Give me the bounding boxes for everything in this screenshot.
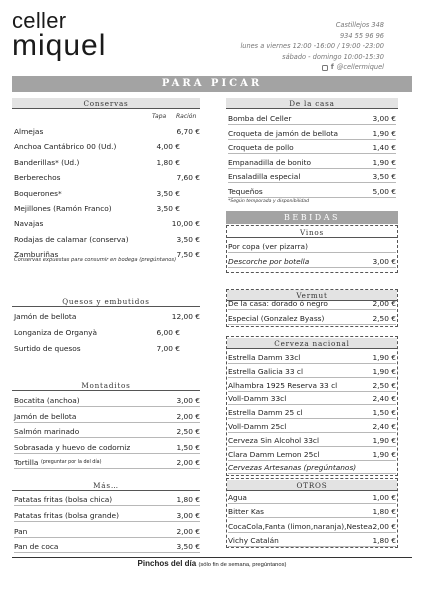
casa-note: *Según temporada y disponibilidad <box>228 199 310 204</box>
menu-item <box>14 425 200 438</box>
menu-item <box>14 493 200 506</box>
vinos-heading: Vinos <box>227 227 397 238</box>
menu-item <box>14 217 200 230</box>
menu-item <box>228 379 396 392</box>
instagram-icon <box>322 65 328 71</box>
menu-item <box>14 156 200 169</box>
item-name: Mejillones (Ramón Franco) <box>14 204 112 213</box>
otros-heading: OTROS <box>227 480 397 491</box>
menu-item <box>14 187 200 200</box>
item-price: 2,50 € <box>372 380 396 390</box>
menu-item <box>14 140 200 153</box>
phone: 934 55 96 96 <box>339 31 384 40</box>
item-price-racion: 7,50 € <box>176 250 200 260</box>
menu-item <box>228 351 396 364</box>
item-name: Descorche por botella <box>228 256 310 266</box>
item-name: Cervezas Artesanas (pregúntanos) <box>228 463 357 473</box>
menu-item <box>14 233 200 246</box>
item-note: (preguntar por la del día) <box>41 460 102 466</box>
item-price: 2,00 € <box>176 411 200 421</box>
item-price: 1,90 € <box>372 353 396 362</box>
footer-title: Pinchos del día <box>137 559 197 568</box>
item-price: 2,50 € <box>372 313 396 323</box>
menu-item <box>228 448 396 461</box>
item-name: Rodajas de calamar (conserva) <box>14 234 129 244</box>
cerveza-heading: Cerveza nacional <box>227 338 397 349</box>
item-name: Almejas <box>14 127 44 136</box>
menu-item <box>228 392 396 405</box>
para-picar-banner: PARA PICAR <box>12 76 412 92</box>
menu-item <box>228 505 396 518</box>
quesos-heading: Quesos y embutidos <box>12 296 200 307</box>
menu-item <box>228 297 396 310</box>
item-price: 1,40 € <box>372 143 396 153</box>
item-price: 3,50 € <box>176 542 200 552</box>
item-name: Voll-Damm 25cl <box>228 422 287 431</box>
item-name: Cerveza Sin Alcohol 33cl <box>228 435 320 445</box>
item-price: 3,00 € <box>176 510 200 520</box>
item-price: 1,50 € <box>372 408 396 418</box>
item-name: Patatas fritas (bolsa grande) <box>14 510 119 520</box>
menu-item <box>14 394 200 407</box>
item-price: 1,90 € <box>372 435 396 445</box>
menu-item <box>228 255 396 268</box>
item-price: 1,90 € <box>372 366 396 376</box>
item-price: 2,00 € <box>176 458 200 468</box>
menu-item <box>228 365 396 378</box>
item-name: Estrella Damm 33cl <box>228 353 301 362</box>
menu-item <box>14 525 200 538</box>
item-name: Vichy Catalán <box>228 536 279 546</box>
menu-item <box>228 112 396 125</box>
hours-weekend: sábado - domingo 10:00-15:30 <box>282 52 384 61</box>
item-price: 1,80 € <box>372 536 396 546</box>
item-price: 3,00 € <box>176 396 200 405</box>
item-price: 1,90 € <box>372 157 396 167</box>
item-name: Clara Damm Lemon 25cl <box>228 449 320 459</box>
pinchos-footer <box>12 557 412 570</box>
item-name: CocaCola,Fanta (limon,naranja),Nestea <box>228 521 373 531</box>
item-name: Tequeños <box>228 187 263 196</box>
item-name: Surtido de quesos <box>14 344 81 353</box>
menu-item <box>14 171 200 184</box>
menu-item <box>14 310 200 323</box>
menu-item <box>14 202 200 215</box>
vermut-heading: Vermut <box>227 290 397 301</box>
item-name: Bocatita (anchoa) <box>14 396 80 405</box>
menu-item <box>228 434 396 447</box>
item-price-tapa: 7,00 € <box>156 344 180 353</box>
item-price: 1,00 € <box>372 493 396 502</box>
item-price-tapa: 1,80 € <box>156 157 180 167</box>
item-price-tapa: 6,00 € <box>156 328 180 337</box>
item-price: 2,00 € <box>372 299 396 308</box>
menu-item <box>14 326 200 339</box>
social-handle: @cellermiquel <box>336 63 384 72</box>
item-name: Bomba del Celler <box>228 114 292 123</box>
menu-item <box>228 491 396 504</box>
item-price: 3,00 € <box>372 114 396 123</box>
item-name: Banderillas* (Ud.) <box>14 157 80 167</box>
facebook-icon: f <box>330 63 334 72</box>
item-name: Pan <box>14 526 28 536</box>
item-price-racion: 6,70 € <box>176 127 200 136</box>
menu-item <box>228 156 396 169</box>
hours-weekdays: lunes a viernes 12:00 -16:00 / 19:00 -23:00 <box>240 42 384 51</box>
menu-item <box>228 520 396 533</box>
conservas-col-tapa: Tapa <box>152 113 167 120</box>
item-price-racion: 3,50 € <box>176 234 200 244</box>
item-name: Bitter Kas <box>228 507 264 517</box>
item-name: Especial (Gonzalez Byass) <box>228 313 325 323</box>
menu-item <box>14 509 200 522</box>
menu-item <box>14 125 200 138</box>
menu-item <box>228 185 396 198</box>
item-name: Estrella Damm 25 cl <box>228 408 303 418</box>
item-price-tapa: 4,00 € <box>156 142 180 152</box>
item-price: 3,00 € <box>372 256 396 266</box>
item-price: 2,00 € <box>372 521 396 531</box>
item-price: 1,80 € <box>372 507 396 517</box>
menu-item <box>14 410 200 423</box>
item-name: Jamón de bellota <box>14 411 77 421</box>
item-price: 1,50 € <box>176 442 200 452</box>
footer-sub: (sólo fin de semana, pregúntanos) <box>198 562 287 568</box>
social <box>322 62 384 73</box>
item-price: 3,50 € <box>372 172 396 182</box>
item-name: Boquerones* <box>14 188 62 198</box>
item-name: Jamón de bellota <box>14 312 77 321</box>
menu-item <box>14 540 200 553</box>
item-price: 2,50 € <box>176 427 200 437</box>
item-name: Empanadilla de bonito <box>228 157 311 167</box>
item-price-tapa: 3,50 € <box>156 188 180 198</box>
item-name: Berberechos <box>14 173 61 183</box>
item-price-racion: 10,00 € <box>171 219 200 229</box>
contact-info <box>240 20 384 74</box>
menu-item <box>228 127 396 140</box>
menu-item <box>14 441 200 454</box>
item-name: Alhambra 1925 Reserva 33 cl <box>228 380 338 390</box>
item-name: Sobrasada y huevo de codorniz <box>14 442 131 452</box>
menu-item <box>228 170 396 183</box>
address: Castillejos 348 <box>335 21 384 29</box>
item-price: 2,40 € <box>372 422 396 431</box>
menu-item <box>228 461 396 474</box>
item-price: 2,00 € <box>176 526 200 536</box>
item-name: Anchoa Cantábrico 00 (Ud.) <box>14 142 117 152</box>
item-name: Croqueta de jamón de bellota <box>228 128 339 138</box>
menu-item <box>228 240 396 253</box>
item-price-racion: 12,00 € <box>171 312 200 321</box>
item-price: 1,90 € <box>372 128 396 138</box>
logo-line2: miquel <box>12 29 107 62</box>
item-name: Pan de coca <box>14 542 59 552</box>
item-name: Patatas fritas (bolsa chica) <box>14 495 113 504</box>
item-name: Navajas <box>14 219 44 229</box>
item-price: 2,40 € <box>372 394 396 404</box>
menu-item <box>228 312 396 325</box>
item-name: Longaniza de Organyà <box>14 328 98 337</box>
item-name: Voll-Damm 33cl <box>228 394 287 404</box>
item-name: Agua <box>228 493 247 502</box>
item-name: Estrella Galicia 33 cl <box>228 366 304 376</box>
bebidas-banner: BEBIDAS <box>226 211 398 224</box>
logo <box>12 10 106 60</box>
conservas-note: Conservas expuestas para consumir en bodega (pregúntanos) <box>14 257 177 263</box>
item-name: Tortilla <box>14 458 39 468</box>
item-name: Zamburiñas <box>14 250 59 260</box>
item-price-racion: 7,60 € <box>176 173 200 183</box>
menu-item <box>14 342 200 355</box>
item-price: 1,90 € <box>372 449 396 459</box>
menu-item <box>228 141 396 154</box>
montaditos-heading: Montaditos <box>12 380 200 391</box>
menu-item <box>14 456 200 469</box>
conservas-col-racion: Ración <box>176 113 197 120</box>
item-name: Croqueta de pollo <box>228 143 294 153</box>
item-price: 1,80 € <box>176 495 200 504</box>
item-price-tapa: 3,50 € <box>156 204 180 213</box>
item-name: Ensaladilla especial <box>228 172 301 182</box>
item-name: Salmón marinado <box>14 427 80 437</box>
menu-item <box>228 406 396 419</box>
conservas-heading: Conservas <box>12 98 200 109</box>
item-price: 5,00 € <box>372 187 396 196</box>
logo-line1: celler <box>12 8 67 33</box>
menu-item <box>228 420 396 433</box>
item-name: Por copa (ver pizarra) <box>228 242 308 251</box>
menu-item <box>228 534 396 547</box>
item-name: De la casa: dorado ó negro <box>228 299 328 308</box>
mas-heading: Más… <box>12 480 200 491</box>
casa-heading: De la casa <box>226 98 398 109</box>
